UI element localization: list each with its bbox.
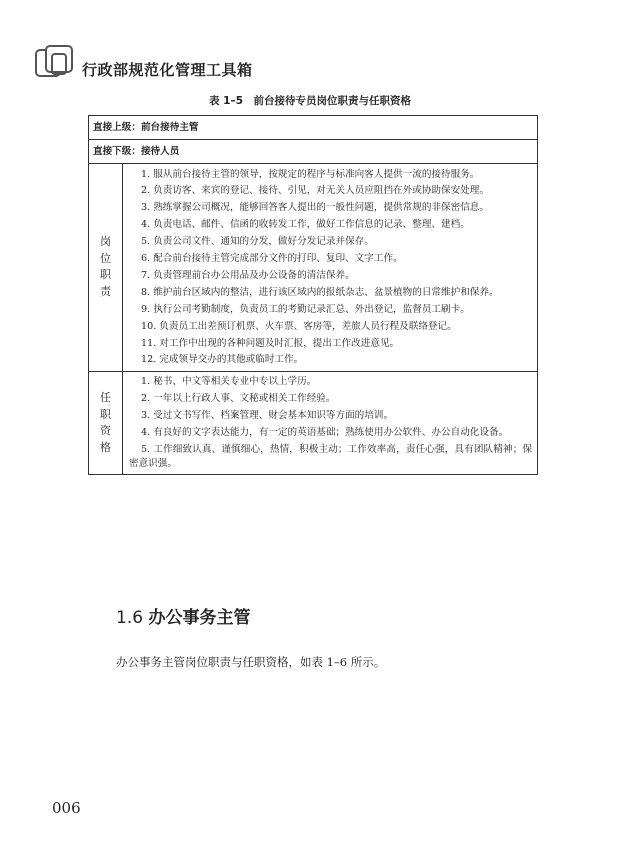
direct-superior-cell: 直接上级：前台接待主管 — [89, 116, 538, 140]
duty-item: 2. 负责访客、来宾的登记、接待、引见，对无关人员应阻挡在外或协助保安处理。 — [141, 185, 489, 197]
section-title: 办公事务主管 — [148, 608, 251, 628]
duty-item: 10. 负责员工出差预订机票、火车票、客房等，差旅人员行程及联络登记。 — [141, 320, 457, 332]
job-duties-table — [88, 115, 538, 475]
qualification-item: 1. 秘书、中文等相关专业中专以上学历。 — [141, 376, 317, 388]
qualifications-label: 任 职 资 格 — [89, 371, 123, 474]
section-number: 1.6 — [116, 608, 144, 628]
duty-item: 3. 熟练掌握公司概况，能够回答客人提出的一般性问题，提供常规的非保密信息。 — [141, 202, 489, 214]
book-logo-icon — [34, 44, 76, 80]
duty-item: 6. 配合前台接待主管完成部分文件的打印、复印、文字工作。 — [141, 253, 403, 265]
header-title: 行政部规范化管理工具箱 — [82, 61, 253, 79]
qualification-item: 3. 受过文书写作、档案管理、财会基本知识等方面的培训。 — [141, 410, 394, 422]
duty-item: 11. 对工作中出现的各种问题及时汇报，提出工作改进意见。 — [141, 337, 400, 349]
qualification-item: 2. 一年以上行政人事、文秘或相关工作经验。 — [141, 393, 336, 405]
direct-subordinate-cell: 直接下级：接待人员 — [89, 140, 538, 164]
duties-list — [123, 164, 538, 372]
duty-item: 8. 维护前台区域内的整洁，进行该区域内的报纸杂志、盆景植物的日常维护和保养。 — [141, 286, 499, 298]
duty-item: 12. 完成领导交办的其他或临时工作。 — [141, 354, 304, 366]
qualification-item: 5. 工作细致认真、谨慎细心，热情，积极主动；工作效率高，责任心强，具有团队精神；保密意识强。 — [129, 444, 532, 469]
section-heading — [116, 603, 250, 628]
page-number: 006 — [52, 799, 81, 817]
duty-item: 9. 执行公司考勤制度，负责员工的考勤记录汇总、外出登记，监督员工刷卡。 — [141, 303, 470, 315]
body-paragraph: 办公事务主管岗位职责与任职资格，如表 1–6 所示。 — [116, 655, 386, 669]
duty-item: 1. 服从前台接待主管的领导，按规定的程序与标准向客人提供一流的接待服务。 — [141, 168, 480, 180]
qualification-item: 4. 有良好的文字表达能力，有一定的英语基础；熟练使用办公软件、办公自动化设备。 — [141, 427, 509, 439]
table-caption: 表 1–5 前台接待专员岗位职责与任职资格 — [208, 95, 412, 107]
duties-label: 岗 位 职 责 — [89, 164, 123, 372]
duty-item: 4. 负责电话、邮件、信函的收转发工作，做好工作信息的记录、整理、建档。 — [141, 219, 470, 231]
duty-item: 7. 负责管理前台办公用品及办公设备的清洁保养。 — [141, 269, 355, 281]
duty-item: 5. 负责公司文件、通知的分发，做好分发记录并保存。 — [141, 236, 374, 248]
qualifications-list — [123, 371, 538, 474]
